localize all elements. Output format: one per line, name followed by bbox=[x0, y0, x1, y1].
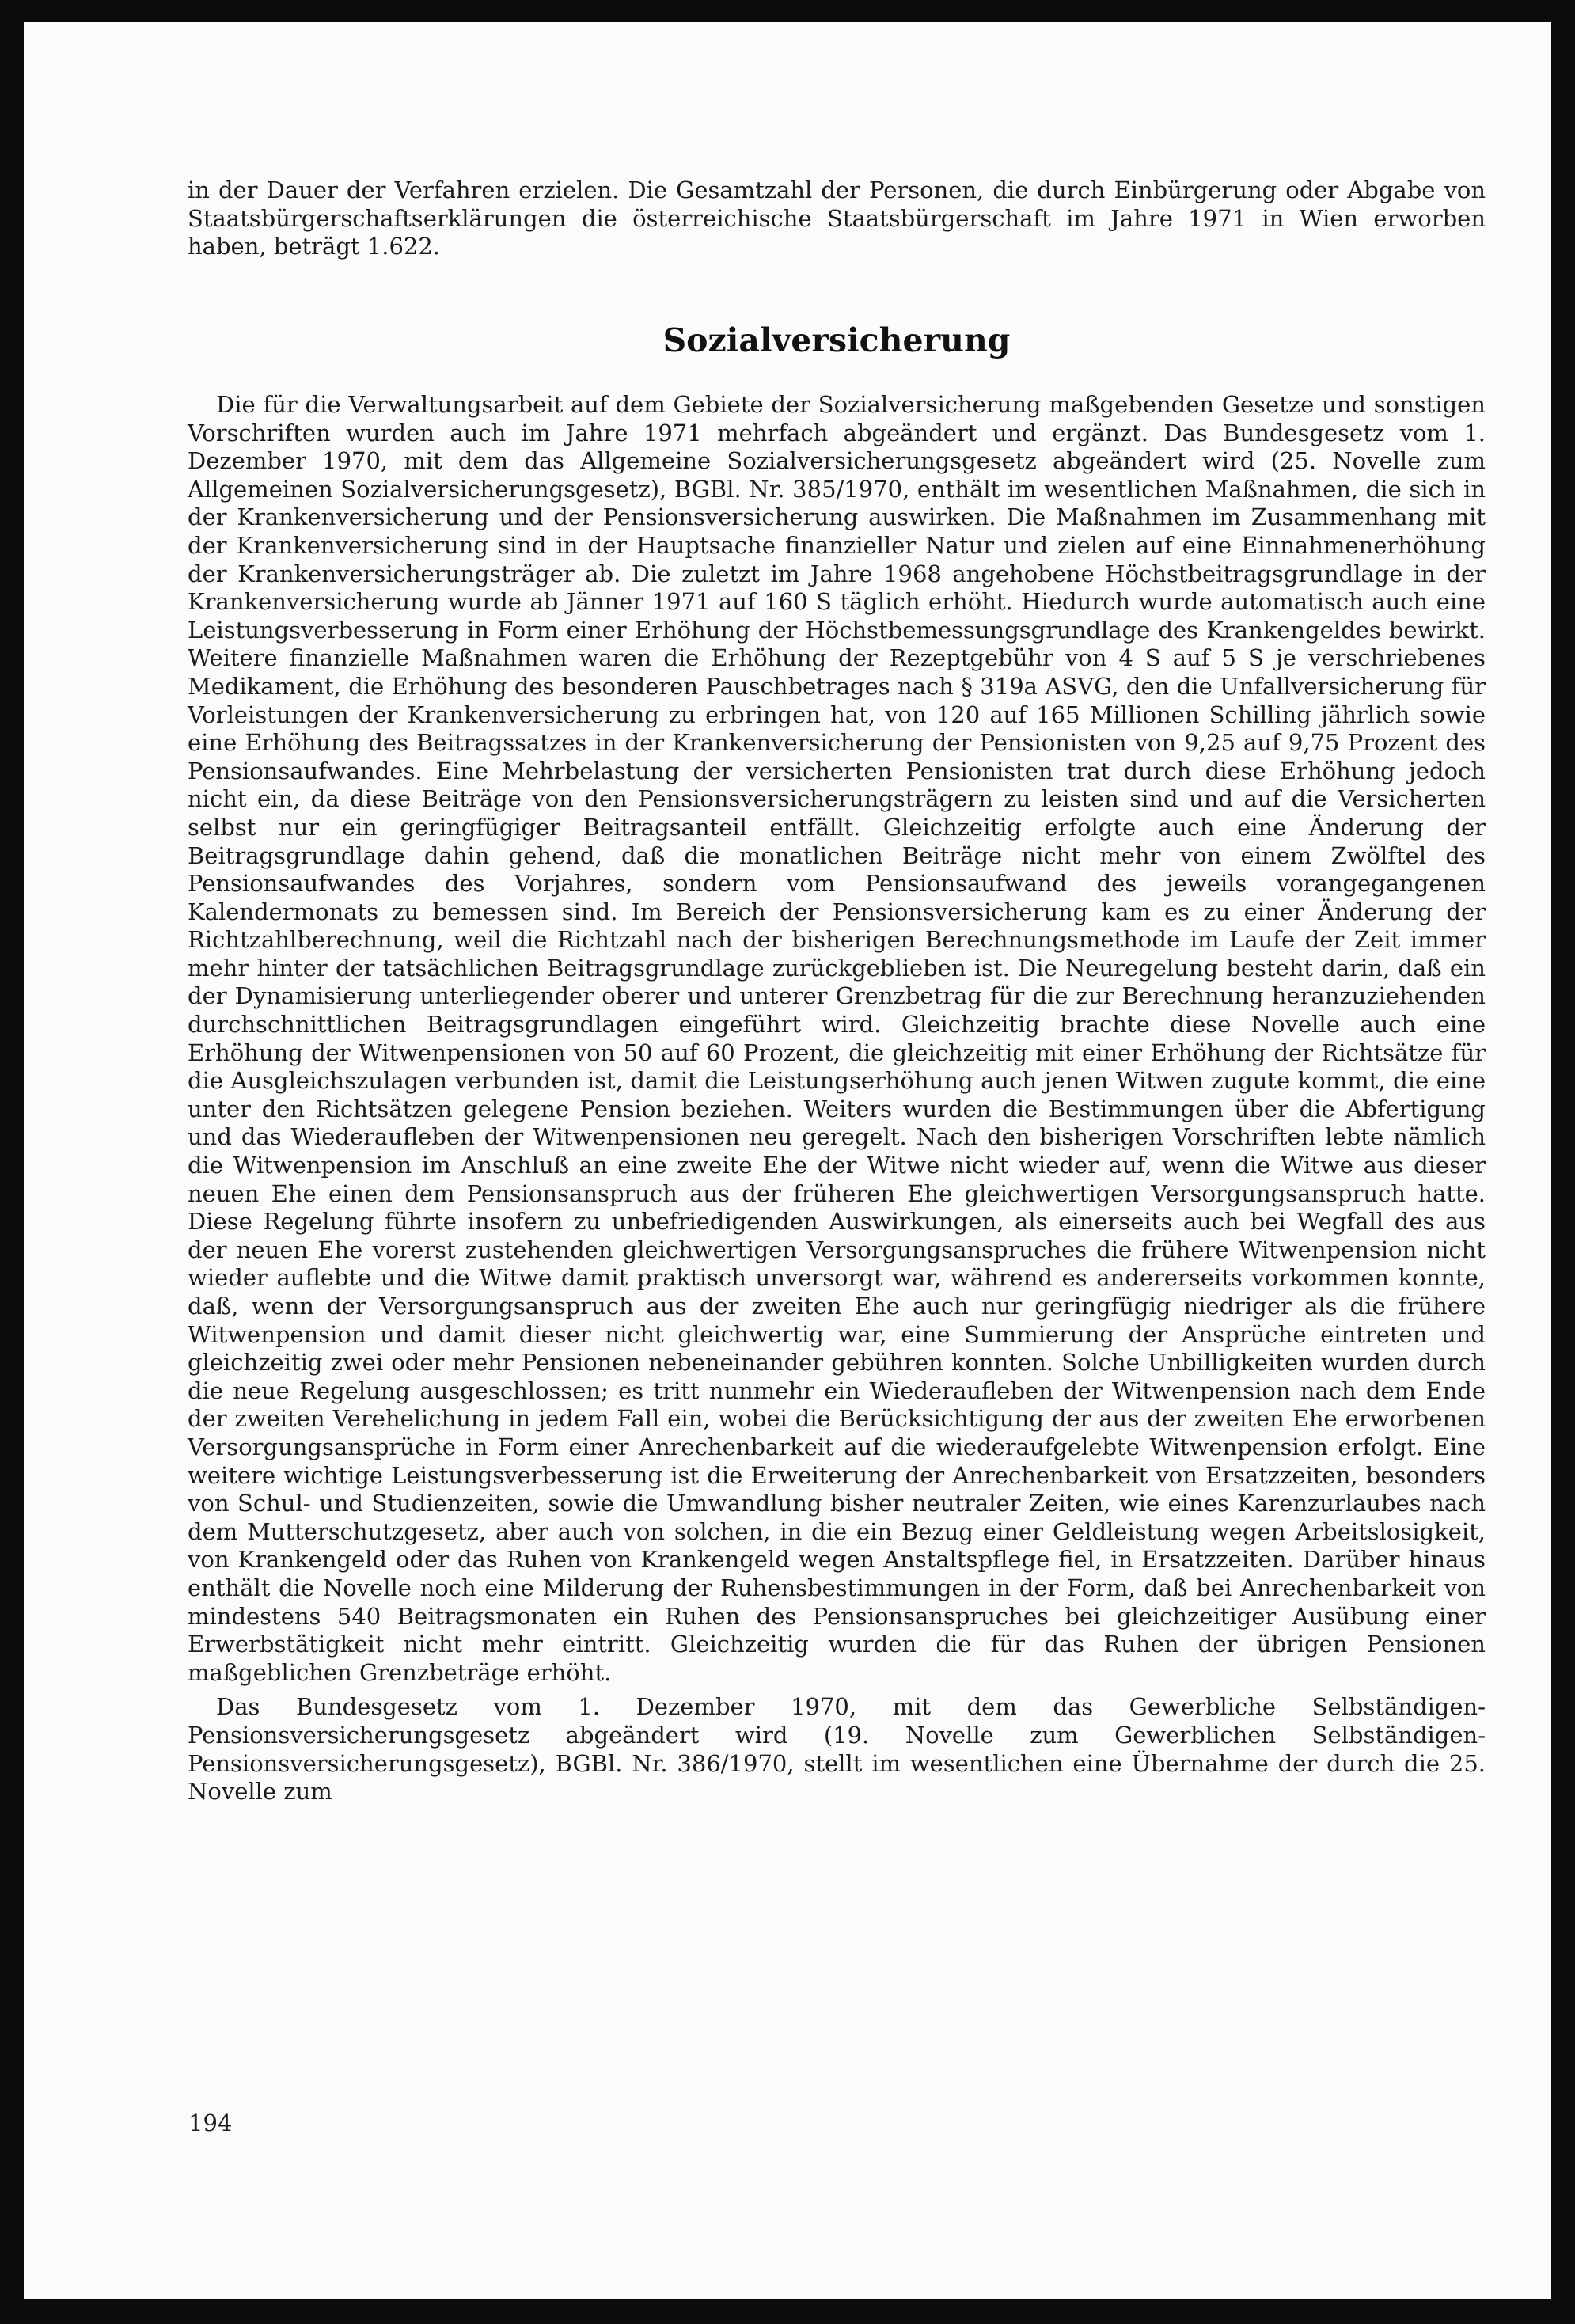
section-body bbox=[188, 391, 1486, 1806]
section-heading: Sozialversicherung bbox=[662, 321, 1011, 359]
page-number: 194 bbox=[188, 2109, 233, 2136]
body-paragraph-1: Die für die Verwaltungsarbeit auf dem Gebiete der Sozialversicherung maßgebenden Gesetze und sonstigen Vorschriften wurden auch im Jahre 1971 mehrfach abgeändert und ergänzt. Das Bundesgesetz vom 1. Dezember 1970, mit dem das Allgemeine Sozialversicherungsgesetz abgeändert wird (25. Novelle zum Allgemeinen Sozialversicherungsgesetz), BGBl. Nr. 385/1970, enthält im wesentlichen Maßnahmen, die sich in der Krankenversicherung und der Pensionsversicherung auswirken. Die Maßnahmen im Zusammenhang mit der Krankenversicherung sind in der Hauptsache finanzieller Natur und zielen auf eine Einnahmenerhöhung der Krankenversicherungsträger ab. Die zuletzt im Jahre 1968 angehobene Höchstbeitragsgrundlage in der Krankenversicherung wurde ab Jänner 1971 auf 160 S täglich erhöht. Hiedurch wurde automatisch auch eine Leistungsverbesserung in Form einer Erhöhung der Höchstbemessungsgrundlage des Krankengeldes bewirkt. Weitere finanzielle Maßnahmen waren die Erhöhung der Rezeptgebühr von 4 S auf 5 S je verschriebenes Medikament, die Erhöhung des besonderen Pauschbetrages nach § 319a ASVG, den die Unfallversicherung für Vorleistungen der Krankenversicherung zu erbringen hat, von 120 auf 165 Millionen Schilling jährlich sowie eine Erhöhung des Beitragssatzes in der Krankenversicherung der Pensionisten von 9,25 auf 9,75 Prozent des Pensionsaufwandes. Eine Mehrbelastung der versicherten Pensionisten trat durch diese Erhöhung jedoch nicht ein, da diese Beiträge von den Pensionsversicherungsträgern zu leisten sind und auf die Versicherten selbst nur ein geringfügiger Beitragsanteil entfällt. Gleichzeitig erfolgte auch eine Änderung der Beitragsgrundlage dahin gehend, daß die monatlichen Beiträge nicht mehr von einem Zwölftel des Pensionsaufwandes des Vorjahres, sondern vom Pensionsaufwand des jeweils vorangegangenen Kalendermonats zu bemessen sind. Im Bereich der Pensionsversicherung kam es zu einer Änderung der Richtzahlberechnung, weil die Richtzahl nach der bisherigen Berechnungsmethode im Laufe der Zeit immer mehr hinter der tatsächlichen Beitragsgrundlage zurückgeblieben ist. Die Neuregelung besteht darin, daß ein der Dynamisierung unterliegender oberer und unterer Grenzbetrag für die zur Berechnung heranzuziehenden durchschnittlichen Beitragsgrundlagen eingeführt wird. Gleichzeitig brachte diese Novelle auch eine Erhöhung der Witwenpensionen von 50 auf 60 Prozent, die gleichzeitig mit einer Erhöhung der Richtsätze für die Ausgleichszulagen verbunden ist, damit die Leistungserhöhung auch jenen Witwen zugute kommt, die eine unter den Richtsätzen gelegene Pension beziehen. Weiters wurden die Bestimmungen über die Abfertigung und das Wiederaufleben der Witwenpensionen neu geregelt. Nach den bisherigen Vorschriften lebte nämlich die Witwenpension im Anschluß an eine zweite Ehe der Witwe nicht wieder auf, wenn die Witwe aus dieser neuen Ehe einen dem Pensionsanspruch aus der früheren Ehe gleichwertigen Versorgungsanspruch hatte. Diese Regelung führte insofern zu unbefriedigenden Auswirkungen, als einerseits auch bei Wegfall des aus der neuen Ehe vorerst zustehenden gleichwertigen Versorgungsanspruches die frühere Witwenpension nicht wieder auflebte und die Witwe damit praktisch unversorgt war, während es andererseits vorkommen konnte, daß, wenn der Versorgungsanspruch aus der zweiten Ehe auch nur geringfügig niedriger als die frühere Witwenpension und damit dieser nicht gleichwertig war, eine Summierung der Ansprüche eintreten und gleichzeitig zwei oder mehr Pensionen nebeneinander gebühren konnten. Solche Unbilligkeiten wurden durch die neue Regelung ausgeschlossen; es tritt nunmehr ein Wiederaufleben der Witwenpension nach dem Ende der zweiten Verehelichung in jedem Fall ein, wobei die Berücksichtigung der aus der zweiten Ehe erworbenen Versorgungsansprüche in Form einer Anrechenbarkeit auf die wiederaufgelebte Witwenpension erfolgt. Eine weitere wichtige Leistungsverbesserung ist die Erweiterung der Anrechenbarkeit von Ersatzzeiten, besonders von Schul- und Studienzeiten, sowie die Umwandlung bisher neutraler Zeiten, wie eines Karenzurlaubes nach dem Mutterschutzgesetz, aber auch von solchen, in die ein Bezug einer Geldleistung wegen Arbeitslosigkeit, von Krankengeld oder das Ruhen von Krankengeld wegen Anstaltspflege fiel, in Ersatzzeiten. Darüber hinaus enthält die Novelle noch eine Milderung der Ruhensbestimmungen in der Form, daß bei Anrechenbarkeit von mindestens 540 Beitragsmonaten ein Ruhen des Pensionsanspruches bei gleichzeitiger Ausübung einer Erwerbstätigkeit nicht mehr eintritt. Gleichzeitig wurden die für das Ruhen der übrigen Pensionen maßgeblichen Grenzbeträge erhöht. bbox=[188, 391, 1486, 1686]
document-page bbox=[24, 22, 1551, 2299]
intro-paragraph: in der Dauer der Verfahren erzielen. Die Gesamtzahl der Personen, die durch Einbürgerung oder Abgabe von Staatsbürgerschaftserklärungen die österreichische Staatsbürgerschaft im Jahre 1971 in Wien erworben haben, beträgt 1.622. bbox=[188, 177, 1486, 260]
intro-text-block bbox=[188, 177, 1486, 261]
body-paragraph-2: Das Bundesgesetz vom 1. Dezember 1970, mit dem das Gewerbliche Selbständigen-Pensionsversicherungsgesetz abgeändert wird (19. Novelle zum Gewerblichen Selbständigen-Pensionsversicherungsgesetz), BGBl. Nr. 386/1970, stellt im wesentlichen eine Übernahme der durch die 25. Novelle zum bbox=[188, 1693, 1486, 1806]
